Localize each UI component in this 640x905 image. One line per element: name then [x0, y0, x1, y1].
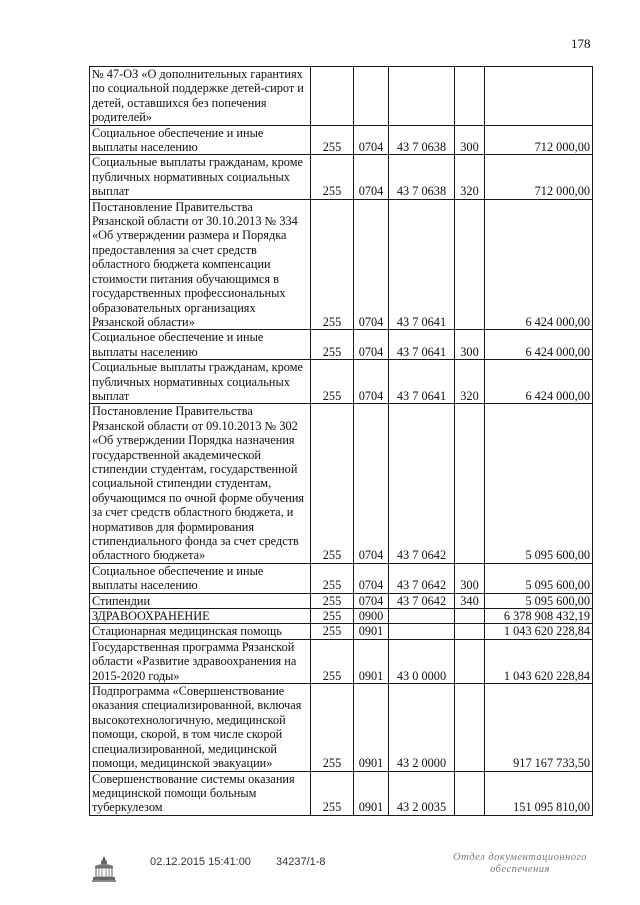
row-csr: 43 7 0642 [389, 563, 455, 593]
row-ved: 255 [311, 624, 354, 639]
row-rz: 0704 [354, 563, 389, 593]
row-csr: 43 7 0641 [389, 199, 455, 330]
table-row [90, 360, 593, 404]
row-rz: 0704 [354, 404, 389, 563]
row-vr: 300 [455, 563, 485, 593]
page-footer [0, 852, 640, 892]
row-amount: 712 000,00 [485, 125, 593, 155]
table-row [90, 155, 593, 199]
row-vr: 300 [455, 125, 485, 155]
row-name: Стационарная медицинская помощь [90, 624, 311, 639]
row-csr: 43 7 0638 [389, 125, 455, 155]
row-name: Социальное обеспечение и иные выплаты населению [90, 563, 311, 593]
row-ved: 255 [311, 404, 354, 563]
footer-datetime: 02.12.2015 15:41:00 [150, 856, 251, 868]
table-row [90, 639, 593, 683]
row-csr [389, 67, 455, 126]
row-name: Подпрограмма «Совершенствование оказания специализированной, включая высокотехнологичную, медицинской помощи, скорой, в том числе скорой специализированной, медицинской помощи, медицинской эвакуации» [90, 684, 311, 771]
row-vr: 320 [455, 155, 485, 199]
row-amount: 6 424 000,00 [485, 330, 593, 360]
row-rz: 0704 [354, 155, 389, 199]
row-name: Социальные выплаты гражданам, кроме публичных нормативных социальных выплат [90, 155, 311, 199]
row-amount: 6 378 908 432,19 [485, 609, 593, 624]
row-csr: 43 7 0642 [389, 404, 455, 563]
row-csr: 43 0 0000 [389, 639, 455, 683]
row-name: Совершенствование системы оказания медицинской помощи больным туберкулезом [90, 771, 311, 815]
row-name: Стипендии [90, 593, 311, 608]
table-row [90, 404, 593, 563]
row-amount: 917 167 733,50 [485, 684, 593, 771]
table-row [90, 593, 593, 608]
row-name: ЗДРАВООХРАНЕНИЕ [90, 609, 311, 624]
table-row [90, 199, 593, 330]
table-row [90, 771, 593, 815]
row-amount: 5 095 600,00 [485, 563, 593, 593]
row-vr [455, 771, 485, 815]
row-csr: 43 7 0641 [389, 360, 455, 404]
row-amount: 6 424 000,00 [485, 199, 593, 330]
table-row [90, 624, 593, 639]
row-csr: 43 7 0642 [389, 593, 455, 608]
row-vr: 340 [455, 593, 485, 608]
row-name: Государственная программа Рязанской области «Развитие здравоохранения на 2015-2020 годы» [90, 639, 311, 683]
row-rz: 0704 [354, 360, 389, 404]
row-rz: 0704 [354, 330, 389, 360]
row-vr: 300 [455, 330, 485, 360]
row-amount [485, 67, 593, 126]
row-csr: 43 7 0638 [389, 155, 455, 199]
row-name: Постановление Правительства Рязанской области от 30.10.2013 № 334 «Об утверждении размера и Порядка предоставления за счет средств областного бюджета компенсации стоимости питания обучающимся в государственных профессиональных образовательных организациях Рязанской области» [90, 199, 311, 330]
row-rz: 0900 [354, 609, 389, 624]
row-amount: 6 424 000,00 [485, 360, 593, 404]
row-vr [455, 639, 485, 683]
row-vr [455, 624, 485, 639]
row-vr [455, 67, 485, 126]
row-rz: 0704 [354, 593, 389, 608]
row-vr: 320 [455, 360, 485, 404]
row-rz: 0901 [354, 624, 389, 639]
row-csr [389, 624, 455, 639]
row-name: Постановление Правительства Рязанской области от 09.10.2013 № 302 «Об утверждении Порядка назначения государственной академической стипендии студентам, государственной социальной стипендии студентам, обучающимся по очной форме обучения за счет средств областного бюджета, и нормативов для формирования стипендиального фонда за счет средств областного бюджета» [90, 404, 311, 563]
row-ved: 255 [311, 684, 354, 771]
row-vr [455, 404, 485, 563]
table-row [90, 67, 593, 126]
row-name: Социальные выплаты гражданам, кроме публичных нормативных социальных выплат [90, 360, 311, 404]
row-rz: 0704 [354, 125, 389, 155]
page-number: 178 [571, 36, 591, 51]
table-row [90, 609, 593, 624]
row-name: Социальное обеспечение и иные выплаты населению [90, 330, 311, 360]
row-rz [354, 67, 389, 126]
row-name: № 47-ОЗ «О дополнительных гарантиях по социальной поддержке детей-сирот и детей, оставшихся без попечения родителей» [90, 67, 311, 126]
row-ved: 255 [311, 330, 354, 360]
registration-stamp-icon [90, 854, 118, 884]
row-amount: 1 043 620 228,84 [485, 639, 593, 683]
row-amount: 151 095 810,00 [485, 771, 593, 815]
row-ved: 255 [311, 593, 354, 608]
row-ved: 255 [311, 125, 354, 155]
row-ved: 255 [311, 771, 354, 815]
table-row [90, 563, 593, 593]
row-csr: 43 2 0035 [389, 771, 455, 815]
row-rz: 0901 [354, 684, 389, 771]
row-csr: 43 2 0000 [389, 684, 455, 771]
row-amount: 712 000,00 [485, 155, 593, 199]
row-vr [455, 199, 485, 330]
table-row [90, 330, 593, 360]
table-row [90, 684, 593, 771]
budget-table [89, 66, 593, 816]
footer-doc-number: 34237/1-8 [276, 856, 326, 868]
footer-department-stamp: Отдел документационного обеспечения [453, 852, 587, 875]
row-ved: 255 [311, 199, 354, 330]
row-amount: 1 043 620 228,84 [485, 624, 593, 639]
row-ved: 255 [311, 609, 354, 624]
row-vr [455, 609, 485, 624]
row-rz: 0901 [354, 771, 389, 815]
row-amount: 5 095 600,00 [485, 404, 593, 563]
row-name: Социальное обеспечение и иные выплаты населению [90, 125, 311, 155]
row-csr: 43 7 0641 [389, 330, 455, 360]
row-amount: 5 095 600,00 [485, 593, 593, 608]
row-csr [389, 609, 455, 624]
row-ved: 255 [311, 360, 354, 404]
row-rz: 0704 [354, 199, 389, 330]
row-vr [455, 684, 485, 771]
row-rz: 0901 [354, 639, 389, 683]
row-ved: 255 [311, 563, 354, 593]
row-ved: 255 [311, 155, 354, 199]
table-row [90, 125, 593, 155]
row-ved [311, 67, 354, 126]
row-ved: 255 [311, 639, 354, 683]
